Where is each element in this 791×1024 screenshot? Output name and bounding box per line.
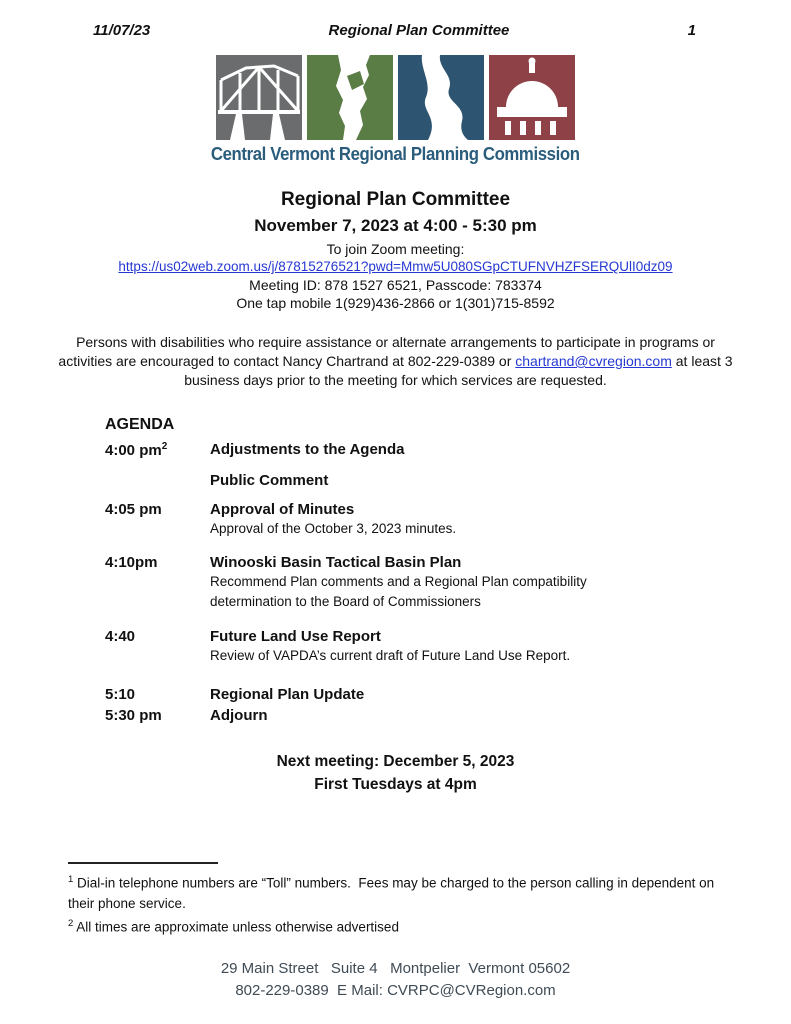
agenda-item-winooski-basin	[105, 554, 791, 612]
next-meeting-line1: Next meeting: December 5, 2023	[276, 753, 515, 770]
footnote-1	[68, 870, 740, 914]
footnote-separator	[68, 862, 218, 864]
footnote-ref-2: 2	[161, 441, 168, 452]
footnote-2-marker: 2	[68, 917, 74, 929]
meeting-datetime: November 7, 2023 at 4:00 - 5:30 pm	[254, 216, 537, 235]
agenda-item-minutes	[105, 501, 791, 539]
chartrand-email-link[interactable]: chartrand@cvregion.com	[515, 353, 672, 369]
header-title: Regional Plan Committee	[328, 22, 510, 39]
agenda-time: 5:10	[105, 686, 136, 703]
agenda-item-description: Recommend Plan comments and a Regional Plan compatibility determination to the Board of Commissioners	[210, 574, 587, 609]
capitol-dome-icon	[489, 55, 575, 140]
river-icon	[398, 55, 484, 140]
footer-contact: 802-229-0389 E Mail: CVRPC@CVRegion.com	[235, 982, 556, 999]
agenda-time: 4:05 pm	[105, 501, 162, 518]
one-tap-line: One tap mobile 1(929)436-2866 or 1(301)715-8592	[236, 295, 555, 311]
agenda-section	[105, 416, 791, 724]
agenda-item-adjustments	[105, 441, 791, 459]
logo-tiles	[216, 55, 575, 140]
zoom-url-row	[0, 259, 791, 274]
agenda-item-description: Approval of the October 3, 2023 minutes.	[210, 521, 457, 536]
agenda-item-title: Regional Plan Update	[210, 686, 365, 703]
agenda-time: 4:00 $pm^2$	[105, 441, 168, 459]
accessibility-notice	[51, 333, 741, 390]
meeting-id-line: Meeting ID: 878 1527 6521, Passcode: 783374	[249, 277, 542, 293]
accessibility-text-before: Persons with disabilities who require assistance or alternate arrangements to participate in programs or activities are encouraged to contact Nancy Chartrand at 802-229-0389 or	[58, 334, 715, 369]
document-footer	[0, 958, 791, 1002]
agenda-time: 4:40	[105, 628, 136, 645]
running-header	[0, 0, 791, 39]
footnote-2	[68, 914, 740, 938]
header-date: 11/07/23	[93, 22, 151, 39]
agenda-time: 5:30 pm	[105, 707, 162, 724]
agenda-item-title: Adjustments to the Agenda	[210, 441, 405, 458]
footnote-1-marker: 1	[68, 874, 74, 885]
agenda-item-future-land-use	[105, 628, 791, 666]
vermont-map-icon	[307, 55, 393, 140]
agenda-item-title: Future Land Use Report	[210, 628, 381, 645]
footnote-1-text: Dial-in telephone numbers are “Toll” numbers. Fees may be charged to the person calling in dependent on their phone service.	[68, 875, 718, 911]
agenda-item-plan-update	[105, 686, 791, 703]
agenda-item-description: Review of VAPDA’s current draft of Future Land Use Report.	[210, 648, 571, 663]
agenda-item-title: Public Comment	[210, 472, 329, 489]
agenda-heading: AGENDA	[105, 416, 175, 433]
meeting-title: Regional Plan Committee	[280, 189, 511, 210]
accessibility-text-after: at least 3 business days prior to the meeting for which services are requested.	[184, 353, 733, 388]
footer-address: 29 Main Street Suite 4 Montpelier Vermont 05602	[220, 960, 571, 977]
footnote-2-text: All times are approximate unless otherwise advertised	[73, 919, 399, 934]
footnotes	[68, 862, 740, 937]
logo-caption: Central Vermont Regional Planning Commission	[211, 144, 580, 164]
agenda-item-title: Winooski Basin Tactical Basin Plan	[210, 554, 462, 571]
next-meeting-note	[0, 750, 791, 796]
zoom-meeting-link[interactable]: https://us02web.zoom.us/j/87815276521?pwd=Mmw5U080SGpCTUFNVHZFSERQUlI0dz09	[118, 259, 673, 274]
agenda-item-title: Approval of Minutes	[210, 501, 355, 518]
agenda-item-public-comment	[105, 472, 791, 489]
agenda-time: 4:10pm	[105, 554, 158, 571]
bridge-icon	[216, 55, 302, 140]
zoom-join-label: To join Zoom meeting:	[326, 241, 465, 257]
cvrpc-logo	[0, 55, 791, 165]
header-page-number: 1	[687, 22, 696, 39]
agenda-item-adjourn	[105, 707, 791, 724]
next-meeting-line2: First Tuesdays at 4pm	[314, 776, 477, 793]
agenda-item-title: Adjourn	[210, 707, 268, 724]
